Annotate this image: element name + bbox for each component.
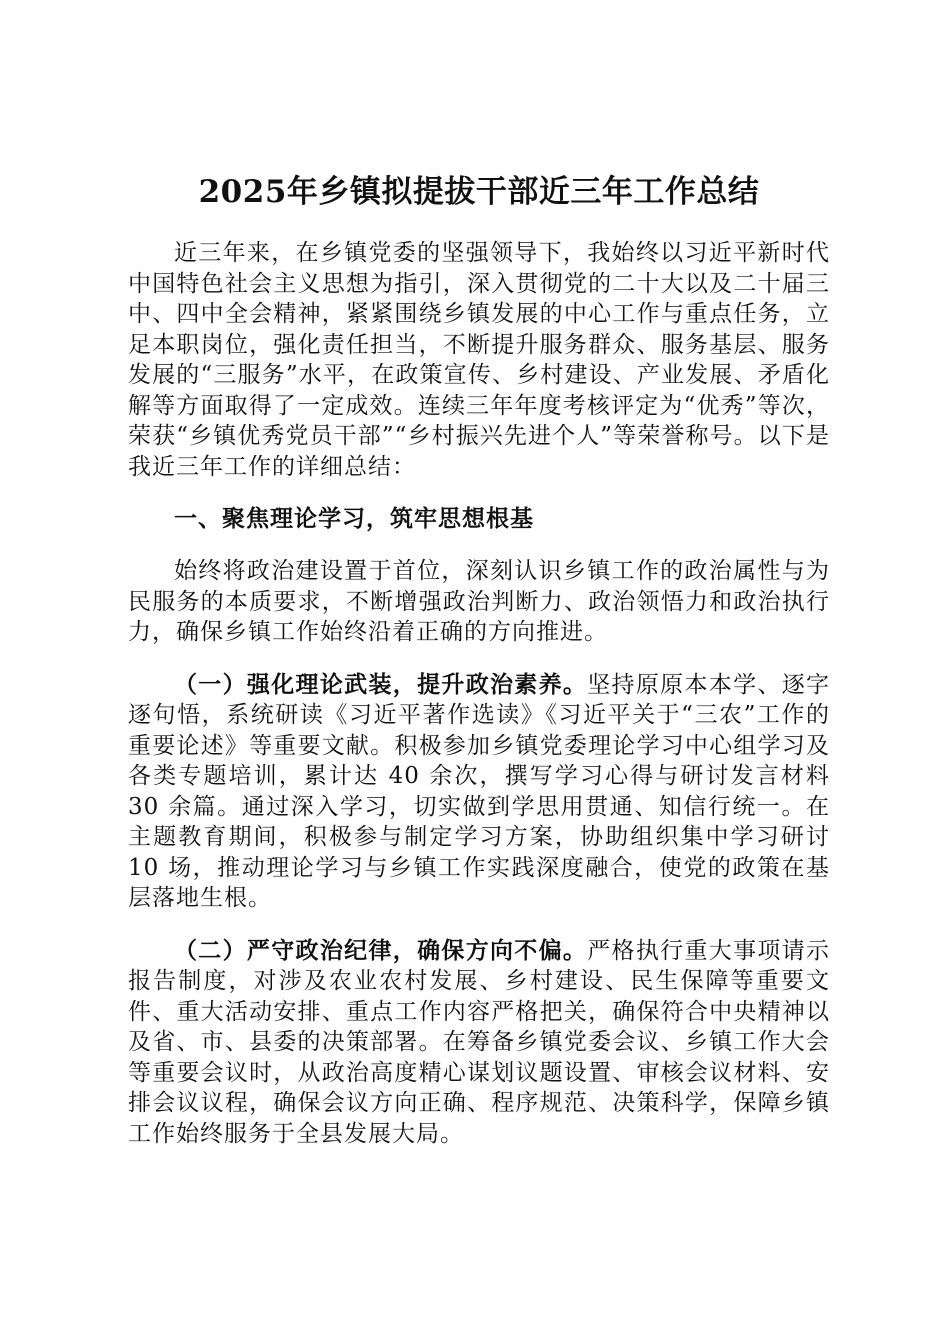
document-page xyxy=(128,168,830,1171)
title-text: 年乡镇拟提拔干部近三年工作总结 xyxy=(286,174,760,210)
subsection-body-1: 坚持原原本本学、逐字逐句悟，系统研读《习近平著作选读》《习近平关于“三农”工作的重要论述》等重要文献。积极参加乡镇党委理论学习中心组学习及各类专题培训，累计达 40 余次，撰写学习心得与研讨发言材料 30 余篇。通过深入学习，切实做到学思用贯通、知信行统一。在主题教育期间，积极参与制定学习方案，协助组织集中学习研讨 10 场，推动理论学习与乡镇工作实践深度融合，使党的政策在基层落地生根。 xyxy=(128,671,831,911)
section-body-paragraph: 始终将政治建设置于首位，深刻认识乡镇工作的政治属性与为民服务的本质要求，不断增强政治判断力、政治领悟力和政治执行力，确保乡镇工作始终沿着正确的方向推进。 xyxy=(128,558,830,645)
title-year: 2025 xyxy=(198,174,287,210)
intro-paragraph: 近三年来，在乡镇党委的坚强领导下，我始终以习近平新时代中国特色社会主义思想为指引，深入贯彻党的二十大以及二十届三中、四中全会精神，紧紧围绕乡镇发展的中心工作与重点任务，立足本职岗位，强化责任担当，不断提升服务群众、服务基层、服务发展的“三服务”水平，在政策宣传、乡村建设、产业发展、矛盾化解等方面取得了一定成效。连续三年年度考核评定为“优秀”等次，荣获“乡镇优秀党员干部”“乡村振兴先进个人”等荣誉称号。以下是我近三年工作的详细总结： xyxy=(128,240,830,480)
subsection-lead-2: （二）严守政治纪律，确保方向不偏。 xyxy=(174,936,588,964)
section-heading: 一、聚焦理论学习，筑牢思想根基 xyxy=(174,505,534,532)
subsection-body-2: 严格执行重大事项请示报告制度，对涉及农业农村发展、乡村建设、民生保障等重要文件、重大活动安排、重点工作内容严格把关，确保符合中央精神以及省、市、县委的决策部署。在筹备乡镇党委会议、乡镇工作大会等重要会议时，从政治高度精心谋划议题设置、审核会议材料、安排会议议程，确保会议方向正确、程序规范、决策科学，保障乡镇工作始终服务于全县发展大局。 xyxy=(128,937,831,1147)
subsection-paragraph-2 xyxy=(128,936,830,1150)
subsection-lead-1: （一）强化理论武装，提升政治素养。 xyxy=(174,670,588,698)
document-title xyxy=(128,168,830,216)
subsection-paragraph-1 xyxy=(128,670,830,914)
